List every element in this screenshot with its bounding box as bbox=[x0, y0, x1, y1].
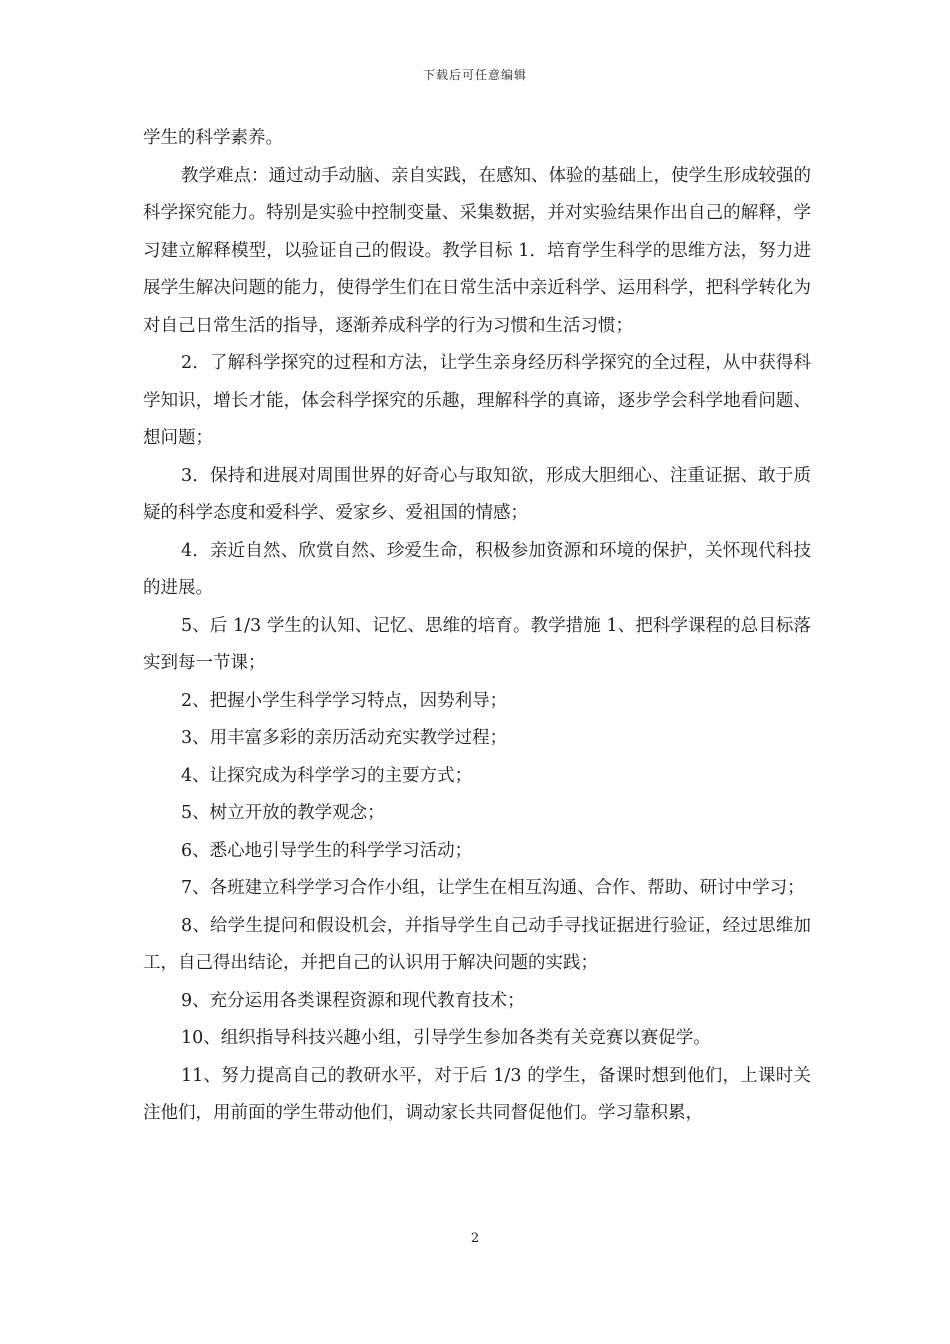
paragraph-9: 4、让探究成为科学学习的主要方式； bbox=[181, 765, 473, 786]
paragraph-8: 3、用丰富多彩的亲历活动充实教学过程； bbox=[181, 728, 508, 748]
paragraph-16: 11、努力提高自己的教研水平，对于后 1/3 的学生，备课时想到他们，上课时关注他们，用前面的学生带动他们，调动家长共同督促他们。学习靠积累， bbox=[143, 1065, 811, 1123]
paragraph-14: 9、充分运用各类课程资源和现代教育技术； bbox=[181, 990, 525, 1011]
paragraph-13: 8、给学生提问和假设机会，并指导学生自己动手寻找证据进行验证，经过思维加工，自己得出结论，并把自己的认识用于解决问题的实践； bbox=[143, 915, 811, 973]
paragraph-10: 5、树立开放的教学观念； bbox=[181, 803, 385, 823]
paragraph-5: 4．亲近自然、欣赏自然、珍爱生命，积极参加资源和环境的保护，关怀现代科技的进展。 bbox=[143, 540, 811, 598]
paragraph-15: 10、组织指导科技兴趣小组，引导学生参加各类有关竞赛以赛促学。 bbox=[181, 1028, 711, 1048]
paragraph-7: 2、把握小学生科学学习特点，因势利导； bbox=[181, 690, 508, 711]
paragraph-12: 7、各班建立科学学习合作小组，让学生在相互沟通、合作、帮助、研讨中学习； bbox=[181, 878, 805, 898]
page-number: 2 bbox=[470, 1231, 480, 1246]
paragraph-6: 5、后 1/3 学生的认知、记忆、思维的培育。教学措施 1、把科学课程的总目标落实到每一节课； bbox=[143, 615, 811, 673]
paragraph-3: 2．了解科学探究的过程和方法，让学生亲身经历科学探究的全过程，从中获得科学知识，增长才能，体会科学探究的乐趣，理解科学的真谛，逐步学会科学地看问题、想问题； bbox=[143, 353, 811, 448]
paragraph-2: 教学难点：通过动手动脑、亲自实践，在感知、体验的基础上，使学生形成较强的科学探究能力。特别是实验中控制变量、采集数据，并对实验结果作出自己的解释，学习建立解释模型，以验证自己的假设。教学目标 1．培育学生科学的思维方法，努力进展学生解决问题的能力，使得学生们在日常生活中亲近科学、运用科学，把科学转化为对自己日常生活的指导，逐渐养成科学的行为习惯和生活习惯； bbox=[143, 165, 811, 336]
paragraph-1: 学生的科学素养。 bbox=[143, 128, 283, 148]
page-header: 下载后可任意编辑 bbox=[422, 68, 527, 82]
paragraph-4: 3．保持和进展对周围世界的好奇心与取知欲，形成大胆细心、注重证据、敢于质疑的科学态度和爱科学、爱家乡、爱祖国的情感； bbox=[143, 465, 811, 523]
paragraph-11: 6、悉心地引导学生的科学学习活动； bbox=[181, 840, 473, 861]
document-body bbox=[143, 120, 811, 1133]
